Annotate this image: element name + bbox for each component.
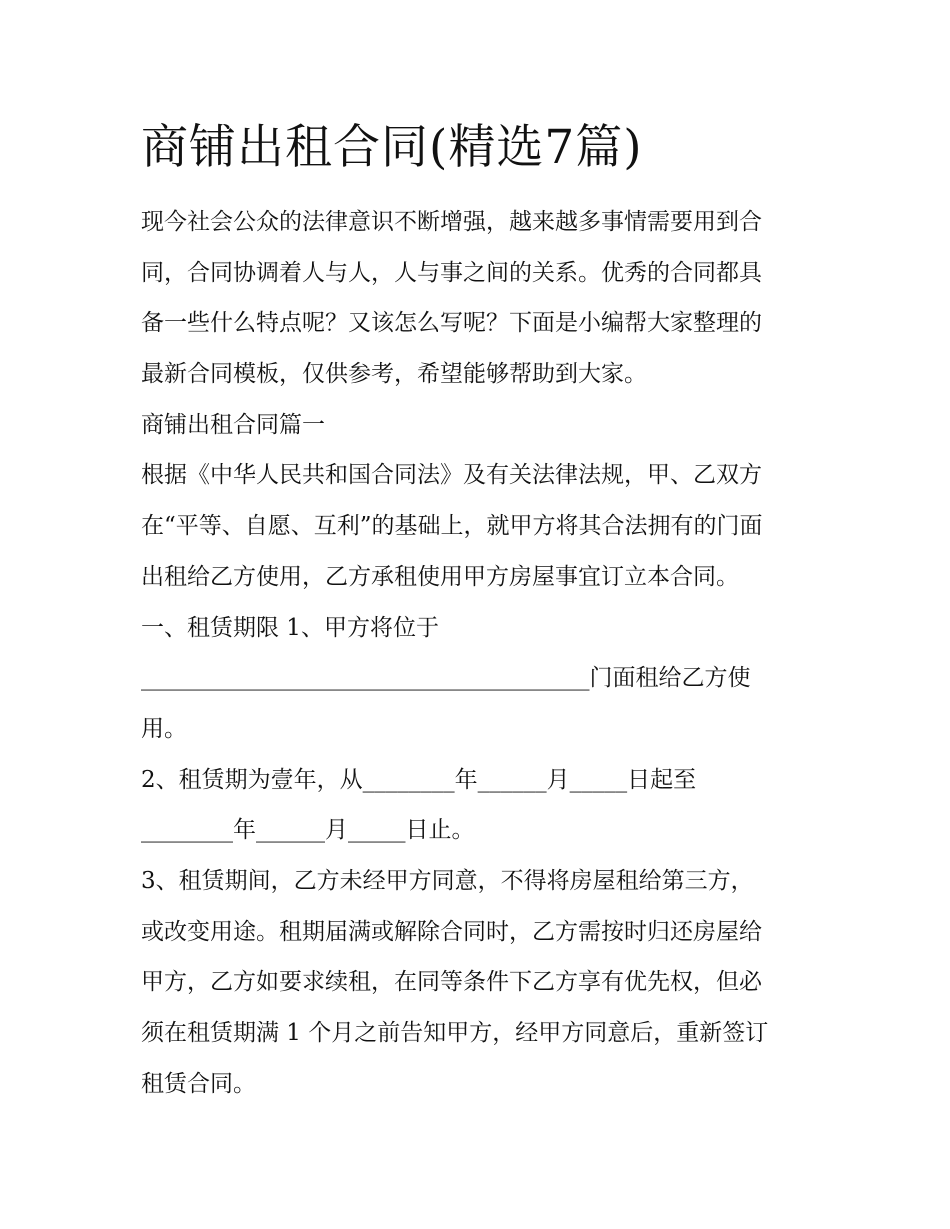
body-line: 用。 bbox=[141, 715, 187, 742]
body-line: 现今社会公众的法律意识不断增强，越来越多事情需要用到合 bbox=[141, 209, 762, 235]
document-body bbox=[141, 197, 821, 1109]
fill-in-line: _______________________________________门面租给乙方使 bbox=[141, 665, 751, 692]
section-heading: 商铺出租合同篇一 bbox=[141, 411, 325, 438]
body-line: 或改变用途。租期届满或解除合同时，乙方需按时归还房屋给 bbox=[141, 918, 762, 945]
body-line: 根据《中华人民共和国合同法》及有关法律法规，甲、乙双方 bbox=[141, 462, 762, 489]
document-title: 商铺出租合同(精选7篇) bbox=[141, 120, 643, 175]
body-line: 最新合同模板，仅供参考，希望能够帮助到大家。 bbox=[141, 361, 647, 388]
clause-heading: 一、租赁期限 1、甲方将位于 bbox=[141, 614, 439, 641]
body-line: 甲方，乙方如要求续租，在同等条件下乙方享有优先权，但必 bbox=[141, 969, 762, 996]
body-line: 出租给乙方使用，乙方承租使用甲方房屋事宜订立本合同。 bbox=[141, 563, 739, 590]
body-line: 同，合同协调着人与人，人与事之间的关系。优秀的合同都具 bbox=[141, 259, 762, 286]
body-line: 须在租赁期满 1 个月之前告知甲方，经甲方同意后，重新签订 bbox=[141, 1020, 769, 1046]
body-line: 3、租赁期间，乙方未经甲方同意，不得将房屋租给第三方， bbox=[141, 867, 754, 894]
body-line: 在“平等、自愿、互利”的基础上，就甲方将其合法拥有的门面 bbox=[141, 513, 763, 540]
fill-in-line: ________年______月_____日止。 bbox=[141, 817, 475, 844]
fill-in-line: 2、租赁期为壹年，从________年______月_____日起至 bbox=[141, 766, 697, 793]
body-line: 租赁合同。 bbox=[141, 1070, 256, 1097]
body-line: 备一些什么特点呢？又该怎么写呢？下面是小编帮大家整理的 bbox=[141, 310, 762, 337]
